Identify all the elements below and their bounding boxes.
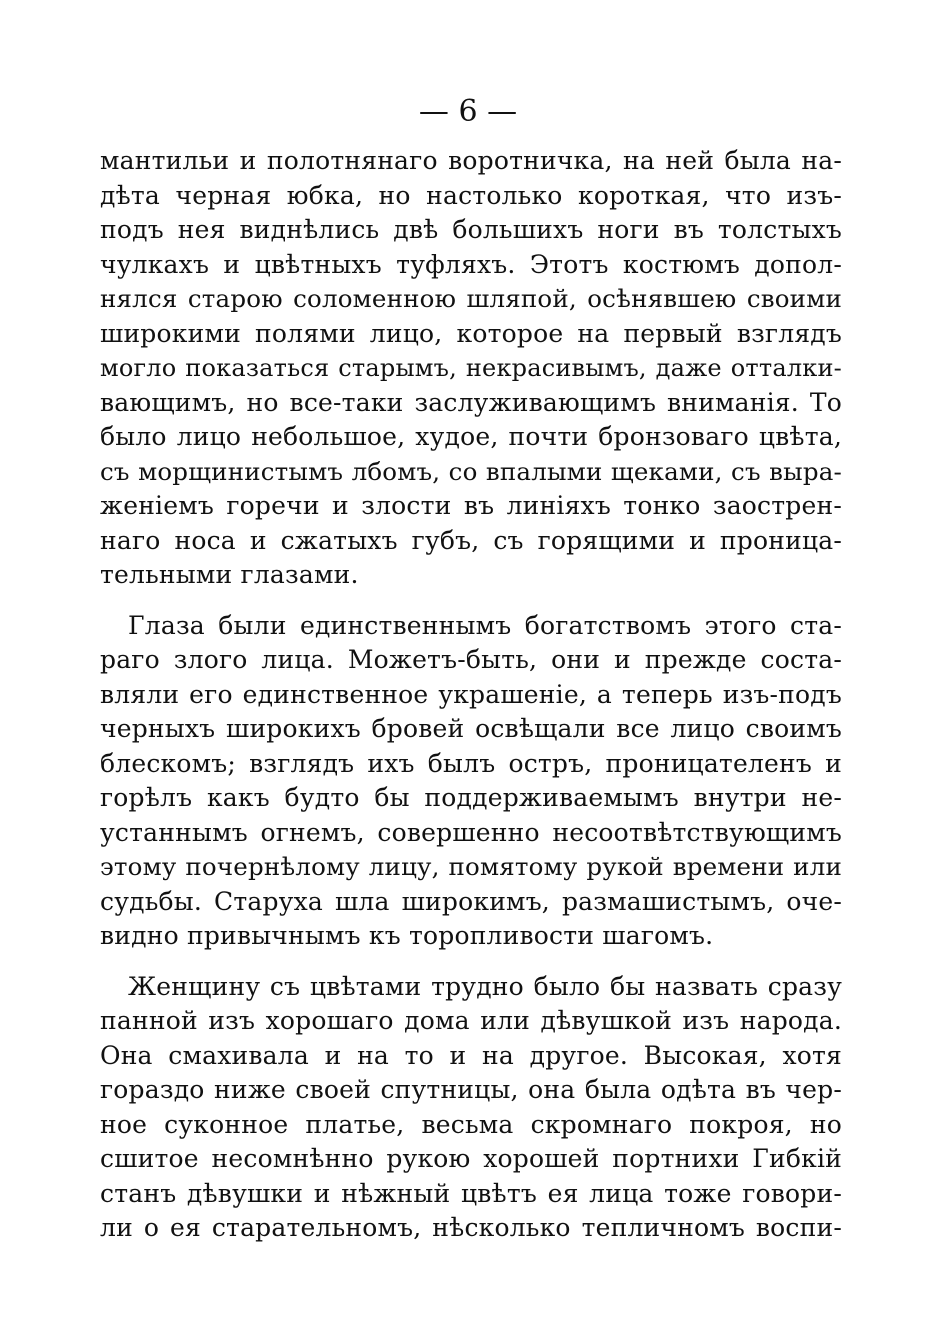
text-line: сшитое несомнѣнно рукою хорошей портнихи Гибкій <box>100 1144 842 1173</box>
text-line: было лицо небольшое, худое, почти бронзоваго цвѣта, <box>100 422 842 451</box>
text-line: подъ нея виднѣлись двѣ большихъ ноги въ толстыхъ <box>100 215 842 244</box>
text-line: раго злого лица. Можетъ-быть, они и прежде соста- <box>100 645 842 674</box>
text-line: женіемъ горечи и злости въ линіяхъ тонко заострен- <box>100 491 842 520</box>
text-line: гораздо ниже своей спутницы, она была одѣта въ чер- <box>100 1075 842 1104</box>
text-line: дѣта черная юбка, но настолько короткая, что изъ- <box>100 180 842 210</box>
text-line: панной изъ хорошаго дома или дѣвушкой изъ народа. <box>100 1006 842 1035</box>
text-line: этому почернѣлому лицу, помятому рукой времени или <box>100 852 842 881</box>
text-line: могло показаться старымъ, некрасивымъ, даже отталки- <box>100 354 842 382</box>
text-line: черныхъ широкихъ бровей освѣщали все лицо своимъ <box>100 714 842 743</box>
text-line: ли о ея старательномъ, нѣсколько тепличномъ воспи- <box>100 1213 842 1242</box>
text-line: чулкахъ и цвѣтныхъ туфляхъ. Этотъ костюмъ допол- <box>100 249 842 279</box>
paragraph <box>100 609 842 954</box>
text-line: блескомъ; взглядъ ихъ былъ остръ, проницателенъ и <box>100 748 842 778</box>
text-line: нялся старою соломенною шляпой, осѣнявшею своими <box>100 284 842 313</box>
text-line: съ морщинистымъ лбомъ, со впалыми щеками, съ выра- <box>100 456 842 486</box>
text-line: судьбы. Старуха шла широкимъ, размашистымъ, оче- <box>100 886 842 916</box>
text-line: тельными глазами. <box>100 560 359 589</box>
text-line: вляли его единственное украшеніе, а теперь изъ-подъ <box>100 679 842 709</box>
text-line: устаннымъ огнемъ, совершенно несоотвѣтствующимъ <box>100 817 842 847</box>
paragraph <box>100 144 842 593</box>
text-line: Женщину съ цвѣтами трудно было бы назвать сразу <box>128 971 842 1001</box>
text-line: Она смахивала и на то и на другое. Высокая, хотя <box>100 1040 842 1070</box>
page-number: — 6 — <box>418 94 518 129</box>
body-text <box>100 144 842 1246</box>
text-line: широкими полями лицо, которое на первый взглядъ <box>100 318 842 348</box>
text-line: мантильи и полотнянаго воротничка, на ней была на- <box>100 146 842 175</box>
text-line: видно привычнымъ къ торопливости шагомъ. <box>100 921 714 950</box>
text-line: наго носа и сжатыхъ губъ, съ горящими и проница- <box>100 525 842 555</box>
text-line: ное суконное платье, весьма скромнаго покроя, но <box>100 1109 842 1139</box>
text-line: вающимъ, но все-таки заслуживающимъ вниманія. То <box>100 387 842 417</box>
text-line: станъ дѣвушки и нѣжный цвѣтъ ея лица тоже говори- <box>100 1178 842 1208</box>
text-line: горѣлъ какъ будто бы поддерживаемымъ внутри не- <box>100 783 842 812</box>
paragraph <box>100 970 842 1246</box>
text-line: Глаза были единственнымъ богатствомъ этого ста- <box>128 610 842 640</box>
